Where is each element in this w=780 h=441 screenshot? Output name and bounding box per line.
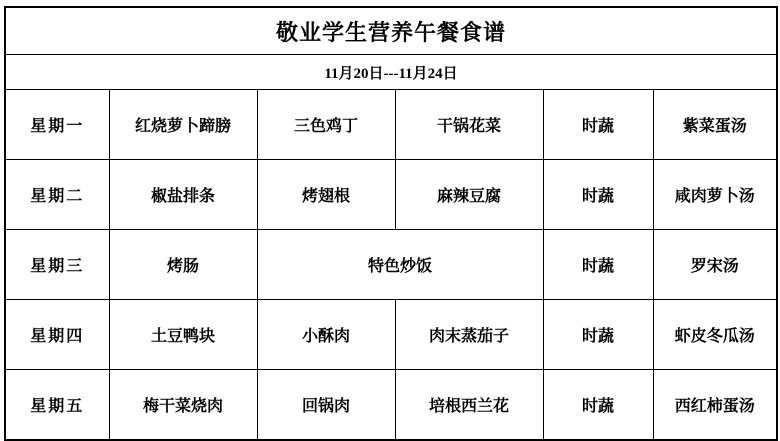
page-title: 敬业学生营养午餐食谱 bbox=[5, 7, 777, 55]
date-range: 11月20日---11月24日 bbox=[5, 55, 777, 90]
dish-cell: 时蔬 bbox=[543, 90, 653, 160]
day-label: 星期四 bbox=[5, 300, 109, 370]
day-label: 星期二 bbox=[5, 160, 109, 230]
dish-cell: 烤翅根 bbox=[257, 160, 395, 230]
dish-cell: 烤肠 bbox=[109, 230, 257, 300]
dish-cell: 虾皮冬瓜汤 bbox=[653, 300, 777, 370]
dish-cell: 时蔬 bbox=[543, 300, 653, 370]
dish-cell: 时蔬 bbox=[543, 160, 653, 230]
day-label: 星期三 bbox=[5, 230, 109, 300]
dish-cell: 咸肉萝卜汤 bbox=[653, 160, 777, 230]
dish-cell: 红烧萝卜蹄膀 bbox=[109, 90, 257, 160]
dish-cell: 肉末蒸茄子 bbox=[395, 300, 543, 370]
table-row bbox=[5, 230, 777, 300]
lunch-menu-table bbox=[4, 6, 778, 441]
table-row bbox=[5, 370, 777, 441]
dish-cell: 回锅肉 bbox=[257, 370, 395, 441]
day-label: 星期五 bbox=[5, 370, 109, 441]
dish-cell: 干锅花菜 bbox=[395, 90, 543, 160]
table-row bbox=[5, 300, 777, 370]
dish-cell: 椒盐排条 bbox=[109, 160, 257, 230]
subtitle-row bbox=[5, 55, 777, 90]
dish-cell: 梅干菜烧肉 bbox=[109, 370, 257, 441]
dish-cell-merged: 特色炒饭 bbox=[257, 230, 543, 300]
title-row bbox=[5, 7, 777, 55]
dish-cell: 土豆鸭块 bbox=[109, 300, 257, 370]
dish-cell: 时蔬 bbox=[543, 370, 653, 441]
dish-cell: 时蔬 bbox=[543, 230, 653, 300]
dish-cell: 小酥肉 bbox=[257, 300, 395, 370]
dish-cell: 三色鸡丁 bbox=[257, 90, 395, 160]
dish-cell: 紫菜蛋汤 bbox=[653, 90, 777, 160]
table-row bbox=[5, 90, 777, 160]
day-label: 星期一 bbox=[5, 90, 109, 160]
table-row bbox=[5, 160, 777, 230]
dish-cell: 罗宋汤 bbox=[653, 230, 777, 300]
dish-cell: 培根西兰花 bbox=[395, 370, 543, 441]
dish-cell: 麻辣豆腐 bbox=[395, 160, 543, 230]
dish-cell: 西红柿蛋汤 bbox=[653, 370, 777, 441]
